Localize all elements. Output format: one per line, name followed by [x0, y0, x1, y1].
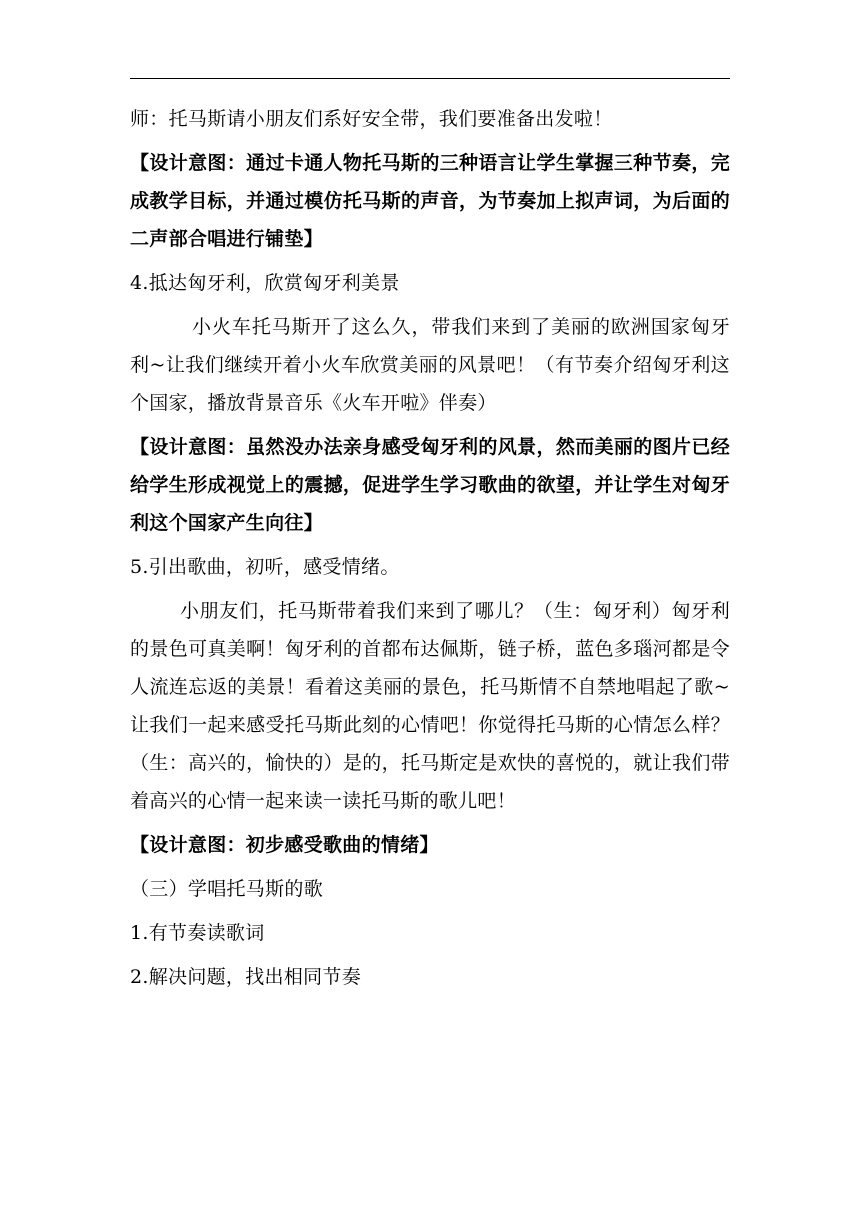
- item-1: 1.有节奏读歌词: [130, 922, 265, 944]
- step-5-body: 小朋友们，托马斯带着我们来到了哪儿？（生：匈牙利）匈牙利的景色可真美啊！匈牙利的首都布达佩斯，链子桥，蓝色多瑙河都是令人流连忘返的美景！看着这美丽的景色，托马斯情不自禁地唱起了歌~让我们一起来感受托马斯此刻的心情吧！你觉得托马斯的心情怎么样？（生：高兴的，愉快的）是的，托马斯定是欢快的喜悦的，就让我们带着高兴的心情一起来读一读托马斯的歌儿吧！: [130, 600, 730, 812]
- step-5-heading: 5.引出歌曲，初听，感受情绪。: [130, 556, 400, 578]
- section-3-heading: （三）学唱托马斯的歌: [130, 878, 324, 900]
- item-2: 2.解决问题，找出相同节奏: [130, 966, 362, 988]
- step-4-body: 小火车托马斯开了这么久，带我们来到了美丽的欧洲国家匈牙利~让我们继续开着小火车欣赏美丽的风景吧！（有节奏介绍匈牙利这个国家，播放背景音乐《火车开啦》伴奏）: [130, 316, 730, 414]
- document-body: [130, 100, 730, 1002]
- design-intent-2: 【设计意图：虽然没办法亲身感受匈牙利的风景，然而美丽的图片已经给学生形成视觉上的震撼，促进学生学习歌曲的欲望，并让学生对匈牙利这个国家产生向往】: [130, 436, 730, 534]
- step-4-heading: 4.抵达匈牙利，欣赏匈牙利美景: [130, 272, 400, 294]
- design-intent-3: 【设计意图：初步感受歌曲的情绪】: [130, 834, 439, 856]
- header-rule: [130, 78, 730, 79]
- design-intent-1: 【设计意图：通过卡通人物托马斯的三种语言让学生掌握三种节奏，完成教学目标，并通过模仿托马斯的声音，为节奏加上拟声词，为后面的二声部合唱进行铺垫】: [130, 152, 730, 250]
- teacher-line: 师：托马斯请小朋友们系好安全带，我们要准备出发啦！: [130, 108, 613, 130]
